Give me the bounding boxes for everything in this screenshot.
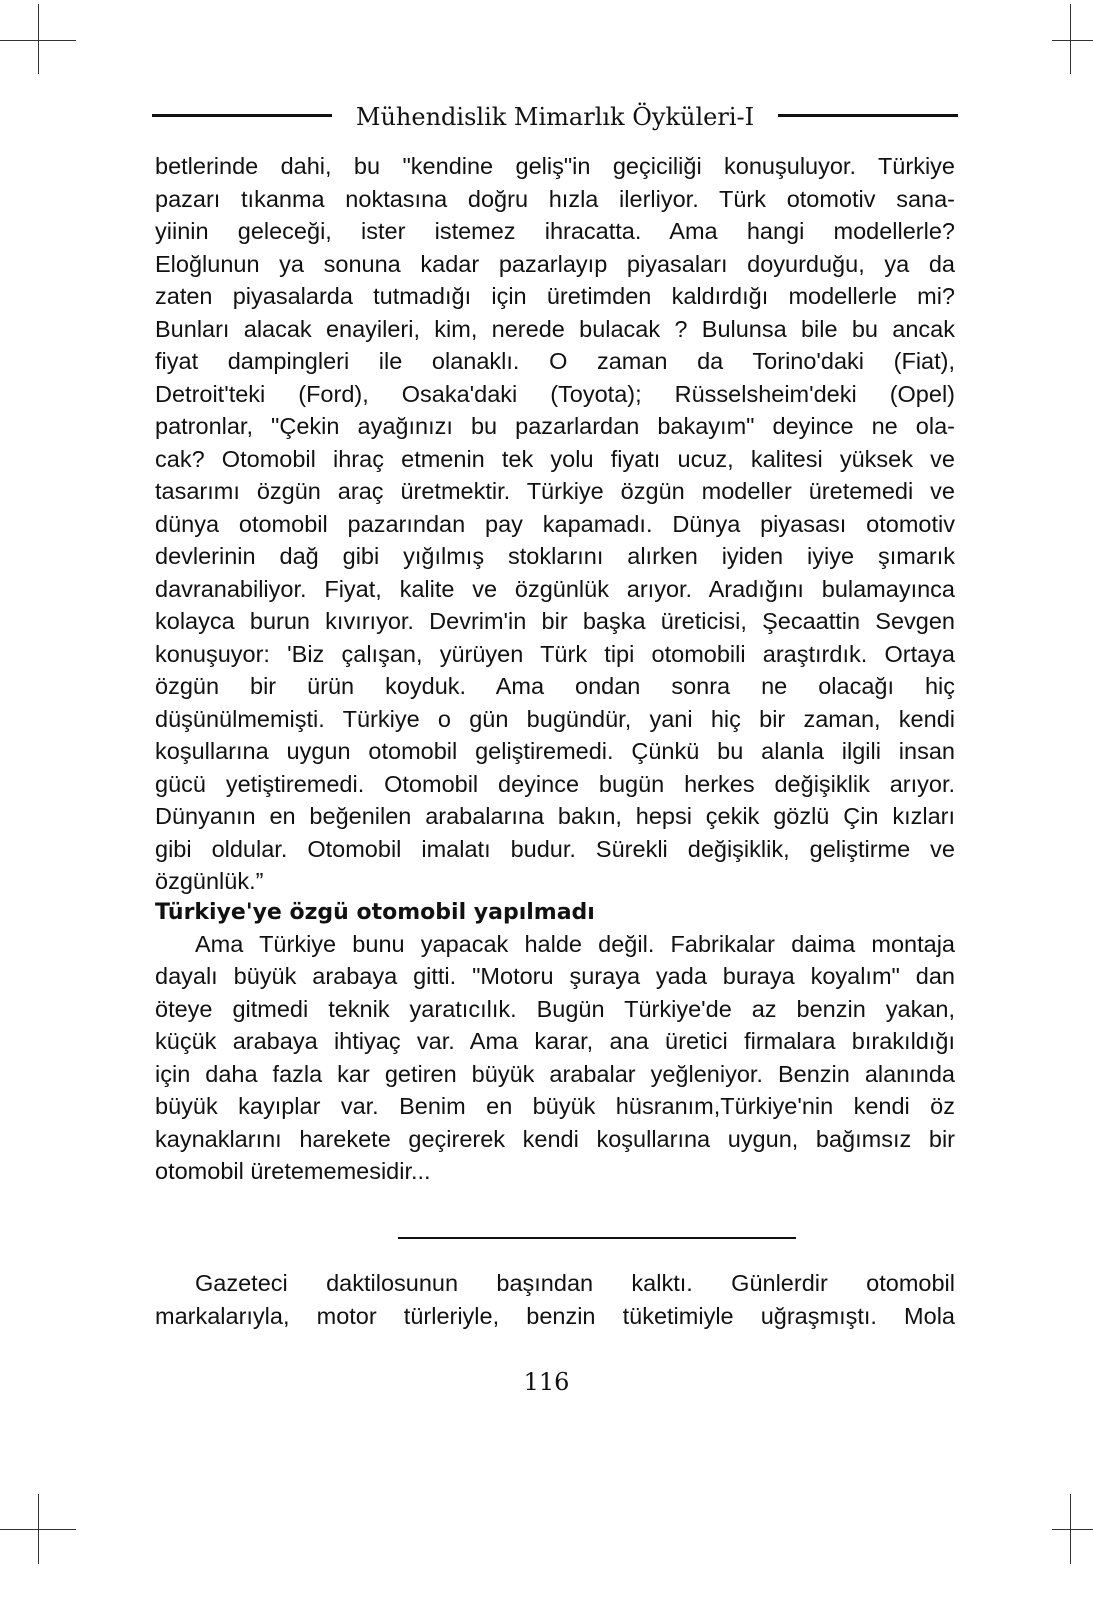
text-line: Dünyanın en beğenilen arabalarına bakın, hepsi çekik gözlü Çin kızları xyxy=(155,803,955,829)
body-text-continued xyxy=(155,1267,955,1332)
header-title: Mühendislik Mimarlık Öyküleri-I xyxy=(355,103,755,131)
text-line: patronlar, "Çekin ayağınızı bu pazarlardan bakayım" deyince ne ola- xyxy=(155,413,955,439)
paragraph-2 xyxy=(155,928,955,1188)
text-line: davranabiliyor. Fiyat, kalite ve özgünlük arıyor. Aradığını bulamayınca xyxy=(155,575,955,602)
text-line: için daha fazla kar getiren büyük arabalar yeğleniyor. Benzin alanında xyxy=(155,1060,955,1087)
text-line: pazarı tıkanma noktasına doğru hızla ilerliyor. Türk otomotiv sana- xyxy=(155,185,955,212)
crop-mark-top-left-vertical xyxy=(38,4,39,74)
text-line: dünya otomobil pazarından pay kapamadı. Dünya piyasası otomotiv xyxy=(155,510,955,537)
text-line: fiyat dampingleri ile olanaklı. O zaman da Torino'daki (Fiat), xyxy=(155,348,955,374)
body-text xyxy=(155,150,955,1188)
text-line: gibi oldular. Otomobil imalatı budur. Sürekli değişiklik, geliştirme ve xyxy=(155,835,955,862)
text-line: küçük arabaya ihtiyaç var. Ama karar, ana üretici firmalara bırakıldığı xyxy=(155,1028,955,1054)
text-line: düşünülmemişti. Türkiye o gün bugündür, yani hiç bir zaman, kendi xyxy=(155,705,955,732)
header-rule-right xyxy=(778,114,958,117)
crop-mark-bottom-left-vertical xyxy=(38,1494,39,1564)
text-line: tasarımı özgün araç üretmektir. Türkiye özgün modeller üretemedi ve xyxy=(155,478,955,504)
text-line: Ama Türkiye bunu yapacak halde değil. Fabrikalar daima montaja xyxy=(195,930,955,957)
text-line: özgünlük.” xyxy=(155,868,264,894)
crop-mark-top-right-vertical xyxy=(1070,4,1071,74)
text-line: devlerinin dağ gibi yığılmış stoklarını alırken iyiden iyiye şımarık xyxy=(155,543,955,569)
crop-mark-bottom-right-vertical xyxy=(1070,1494,1071,1564)
text-line: büyük kayıplar var. Benim en büyük hüsranım,Türkiye'nin kendi öz xyxy=(155,1093,955,1119)
text-line: Eloğlunun ya sonuna kadar pazarlayıp piyasaları doyurduğu, ya da xyxy=(155,250,955,277)
text-line: cak? Otomobil ihraç etmenin tek yolu fiyatı ucuz, kalitesi yüksek ve xyxy=(155,445,955,472)
paragraph-1 xyxy=(155,150,955,898)
text-line: Bunları alacak enayileri, kim, nerede bulacak ? Bulunsa bile bu ancak xyxy=(155,315,955,342)
header-rule-left xyxy=(152,114,332,117)
text-line: gücü yetiştiremedi. Otomobil deyince bugün herkes değişiklik arıyor. xyxy=(155,770,955,797)
text-line: koşullarına uygun otomobil geliştiremedi. Çünkü bu alanla ilgili insan xyxy=(155,738,955,764)
section-heading: Türkiye'ye özgü otomobil yapılmadı xyxy=(155,899,595,925)
text-line: betlerinde dahi, bu "kendine geliş"in geçiciliği konuşuluyor. Türkiye xyxy=(155,153,955,179)
separator-rule xyxy=(398,1237,796,1239)
text-line: markalarıyla, motor türleriyle, benzin tüketimiyle uğraşmıştı. Mola xyxy=(155,1302,955,1329)
text-line: otomobil üretememesidir... xyxy=(155,1158,431,1184)
text-line: Gazeteci daktilosunun başından kalktı. Günlerdir otomobil xyxy=(195,1270,955,1296)
text-line: kolayca burun kıvırıyor. Devrim'in bir başka üreticisi, Şecaattin Sevgen xyxy=(155,608,955,634)
text-line: dayalı büyük arabaya gitti. "Motoru şuraya yada buraya koyalım" dan xyxy=(155,963,955,989)
crop-mark-bottom-right-horizontal xyxy=(1052,1529,1093,1530)
paragraph-3 xyxy=(155,1267,955,1332)
running-header xyxy=(152,100,958,134)
text-line: konuşuyor: 'Biz çalışan, yürüyen Türk tipi otomobili araştırdık. Ortaya xyxy=(155,640,955,667)
text-line: Detroit'teki (Ford), Osaka'daki (Toyota); Rüsselsheim'deki (Opel) xyxy=(155,380,955,407)
text-line: öteye gitmedi teknik yaratıcılık. Bugün Türkiye'de az benzin yakan, xyxy=(155,995,955,1022)
text-line: kaynaklarını harekete geçirerek kendi koşullarına uygun, bağımsız bir xyxy=(155,1125,955,1152)
page-number: 116 xyxy=(523,1368,570,1396)
text-line: özgün bir ürün koyduk. Ama ondan sonra ne olacağı hiç xyxy=(155,673,955,699)
crop-mark-top-right-horizontal xyxy=(1052,40,1093,41)
text-line: yiinin geleceği, ister istemez ihracatta. Ama hangi modellerle? xyxy=(155,218,955,244)
text-line: zaten piyasalarda tutmadığı için üretimden kaldırdığı modellerle mi? xyxy=(155,283,955,309)
